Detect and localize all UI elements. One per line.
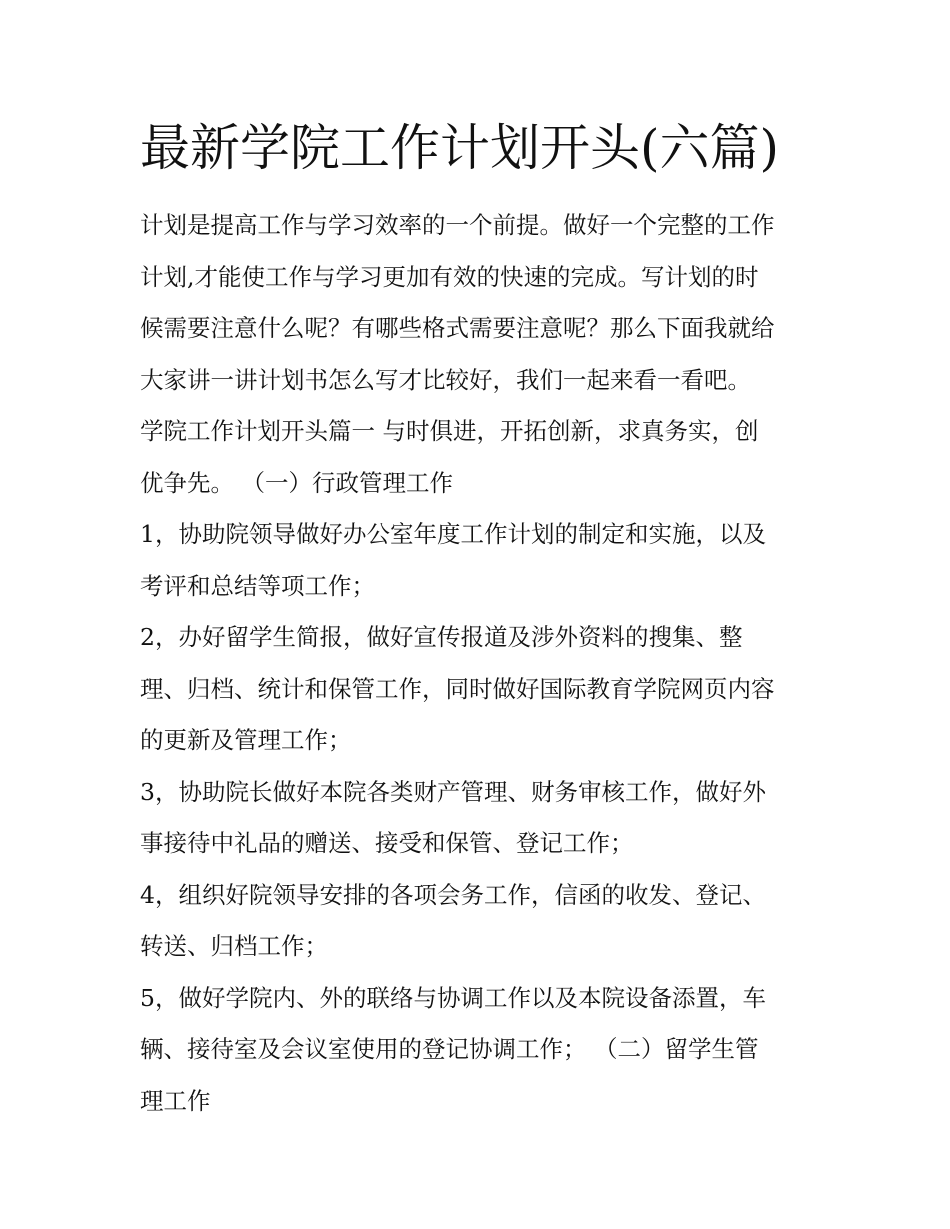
body-line: 4，组织好院领导安排的各项会务工作，信函的收发、登记、 xyxy=(140,880,766,909)
body-line: 事接待中礼品的赠送、接受和保管、登记工作； xyxy=(140,829,634,857)
body-line: 的更新及管理工作； xyxy=(140,726,352,754)
document-body xyxy=(140,200,812,1127)
body-line: 5，做好学院内、外的联络与协调工作以及本院设备添置，车 xyxy=(140,983,766,1012)
body-line: 大家讲一讲计划书怎么写才比较好，我们一起来看一看吧。 xyxy=(140,365,751,394)
body-line: 转送、归档工作； xyxy=(140,932,328,960)
body-line: 计划是提高工作与学习效率的一个前提。做好一个完整的工作 xyxy=(140,211,775,239)
body-line: 计划,才能使工作与学习更加有效的快速的完成。写计划的时 xyxy=(140,262,759,291)
document-title: 最新学院工作计划开头(六篇) xyxy=(140,119,780,177)
body-line: 理工作 xyxy=(140,1086,211,1115)
body-line: 2，办好留学生简报，做好宣传报道及涉外资料的搜集、整 xyxy=(140,623,743,651)
body-line: 考评和总结等项工作； xyxy=(140,571,375,600)
body-line: 理、归档、统计和保管工作，同时做好国际教育学院网页内容 xyxy=(140,674,775,703)
body-line: 辆、接待室及会议室使用的登记协调工作； （二）留学生管 xyxy=(140,1035,759,1063)
body-line: 候需要注意什么呢？有哪些格式需要注意呢？那么下面我就给 xyxy=(140,314,775,342)
body-line: 学院工作计划开头篇一 与时俱进，开拓创新，求真务实，创 xyxy=(140,417,759,445)
body-line: 优争先。 （一）行政管理工作 xyxy=(140,468,453,497)
body-line: 1，协助院领导做好办公室年度工作计划的制定和实施，以及 xyxy=(140,520,766,548)
body-line: 3，协助院长做好本院各类财产管理、财务审核工作，做好外 xyxy=(140,777,766,806)
